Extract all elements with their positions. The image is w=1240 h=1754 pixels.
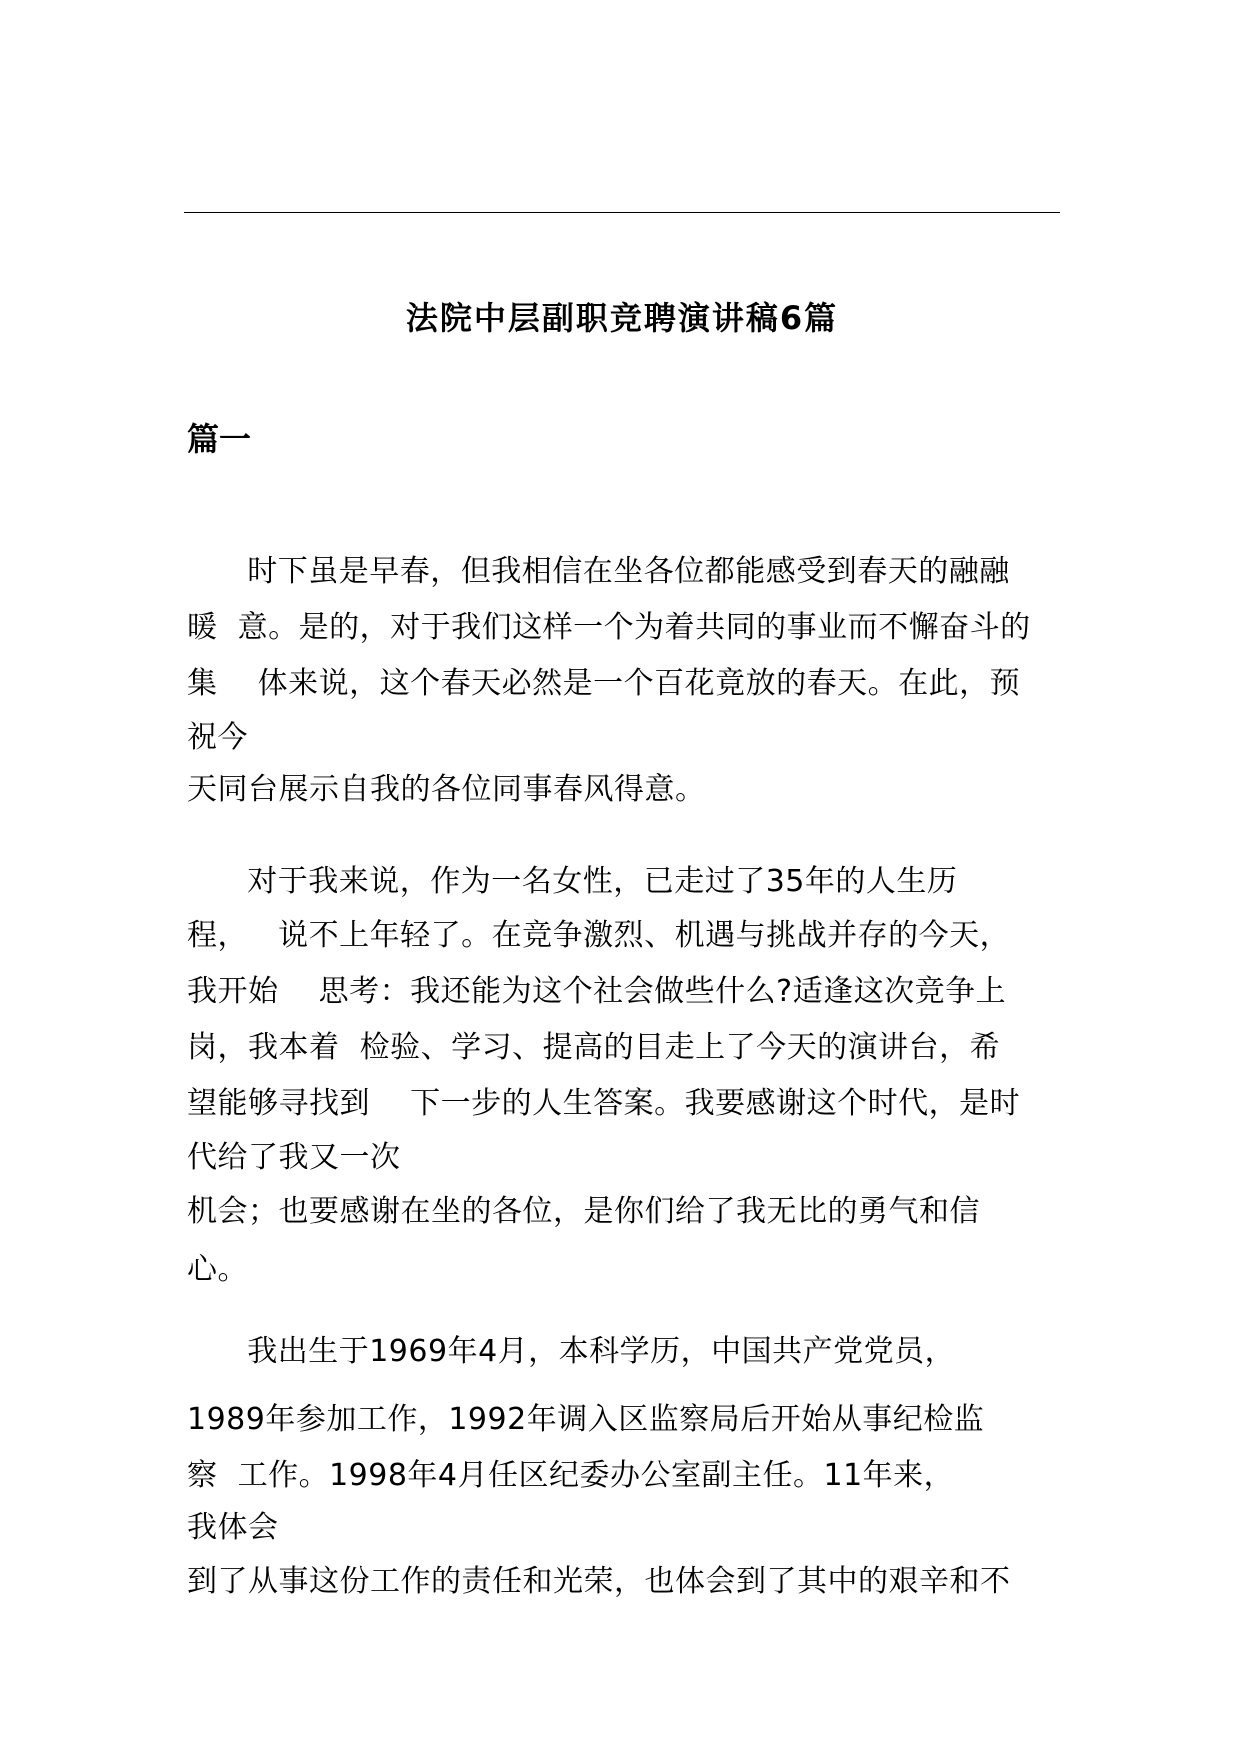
- body-line: 代给了我又一次: [187, 1140, 401, 1175]
- body-line: 望能够寻找到 下一步的人生答案。我要感谢这个时代，是时: [187, 1086, 1021, 1121]
- body-line: 程， 说不上年轻了。在竞争激烈、机遇与挑战并存的今天，: [187, 918, 1011, 953]
- body-line: 我体会: [187, 1510, 279, 1545]
- body-line: 到了从事这份工作的责任和光荣，也体会到了其中的艰辛和不: [187, 1564, 1011, 1599]
- section-heading: 篇一: [187, 420, 252, 458]
- body-line: 机会；也要感谢在坐的各位，是你们给了我无比的勇气和信: [187, 1194, 980, 1229]
- body-line: 心。: [187, 1252, 248, 1287]
- body-line: 时下虽是早春，但我相信在坐各位都能感受到春天的融融: [187, 554, 1010, 589]
- body-line: 岗，我本着 检验、学习、提高的目走上了今天的演讲台，希: [187, 1030, 1001, 1065]
- document-title: 法院中层副职竞聘演讲稿6篇: [405, 299, 839, 337]
- header-rule: [184, 212, 1060, 213]
- body-line: 1989年参加工作，1992年调入区监察局后开始从事纪检监: [187, 1402, 985, 1437]
- body-line: 对于我来说，作为一名女性，已走过了35年的人生历: [187, 864, 958, 899]
- body-line: 察 工作。1998年4月任区纪委办公室副主任。11年来，: [187, 1458, 955, 1493]
- body-line: 暖 意。是的，对于我们这样一个为着共同的事业而不懈奋斗的: [187, 610, 1031, 645]
- body-line: 我开始 思考：我还能为这个社会做些什么?适逢这次竞争上: [187, 974, 1007, 1009]
- body-line: 我出生于1969年4月，本科学历，中国共产党党员，: [187, 1334, 956, 1369]
- body-line: 集 体来说，这个春天必然是一个百花竟放的春天。在此，预: [187, 666, 1021, 701]
- body-line: 天同台展示自我的各位同事春风得意。: [187, 772, 706, 807]
- body-line: 祝今: [187, 720, 248, 755]
